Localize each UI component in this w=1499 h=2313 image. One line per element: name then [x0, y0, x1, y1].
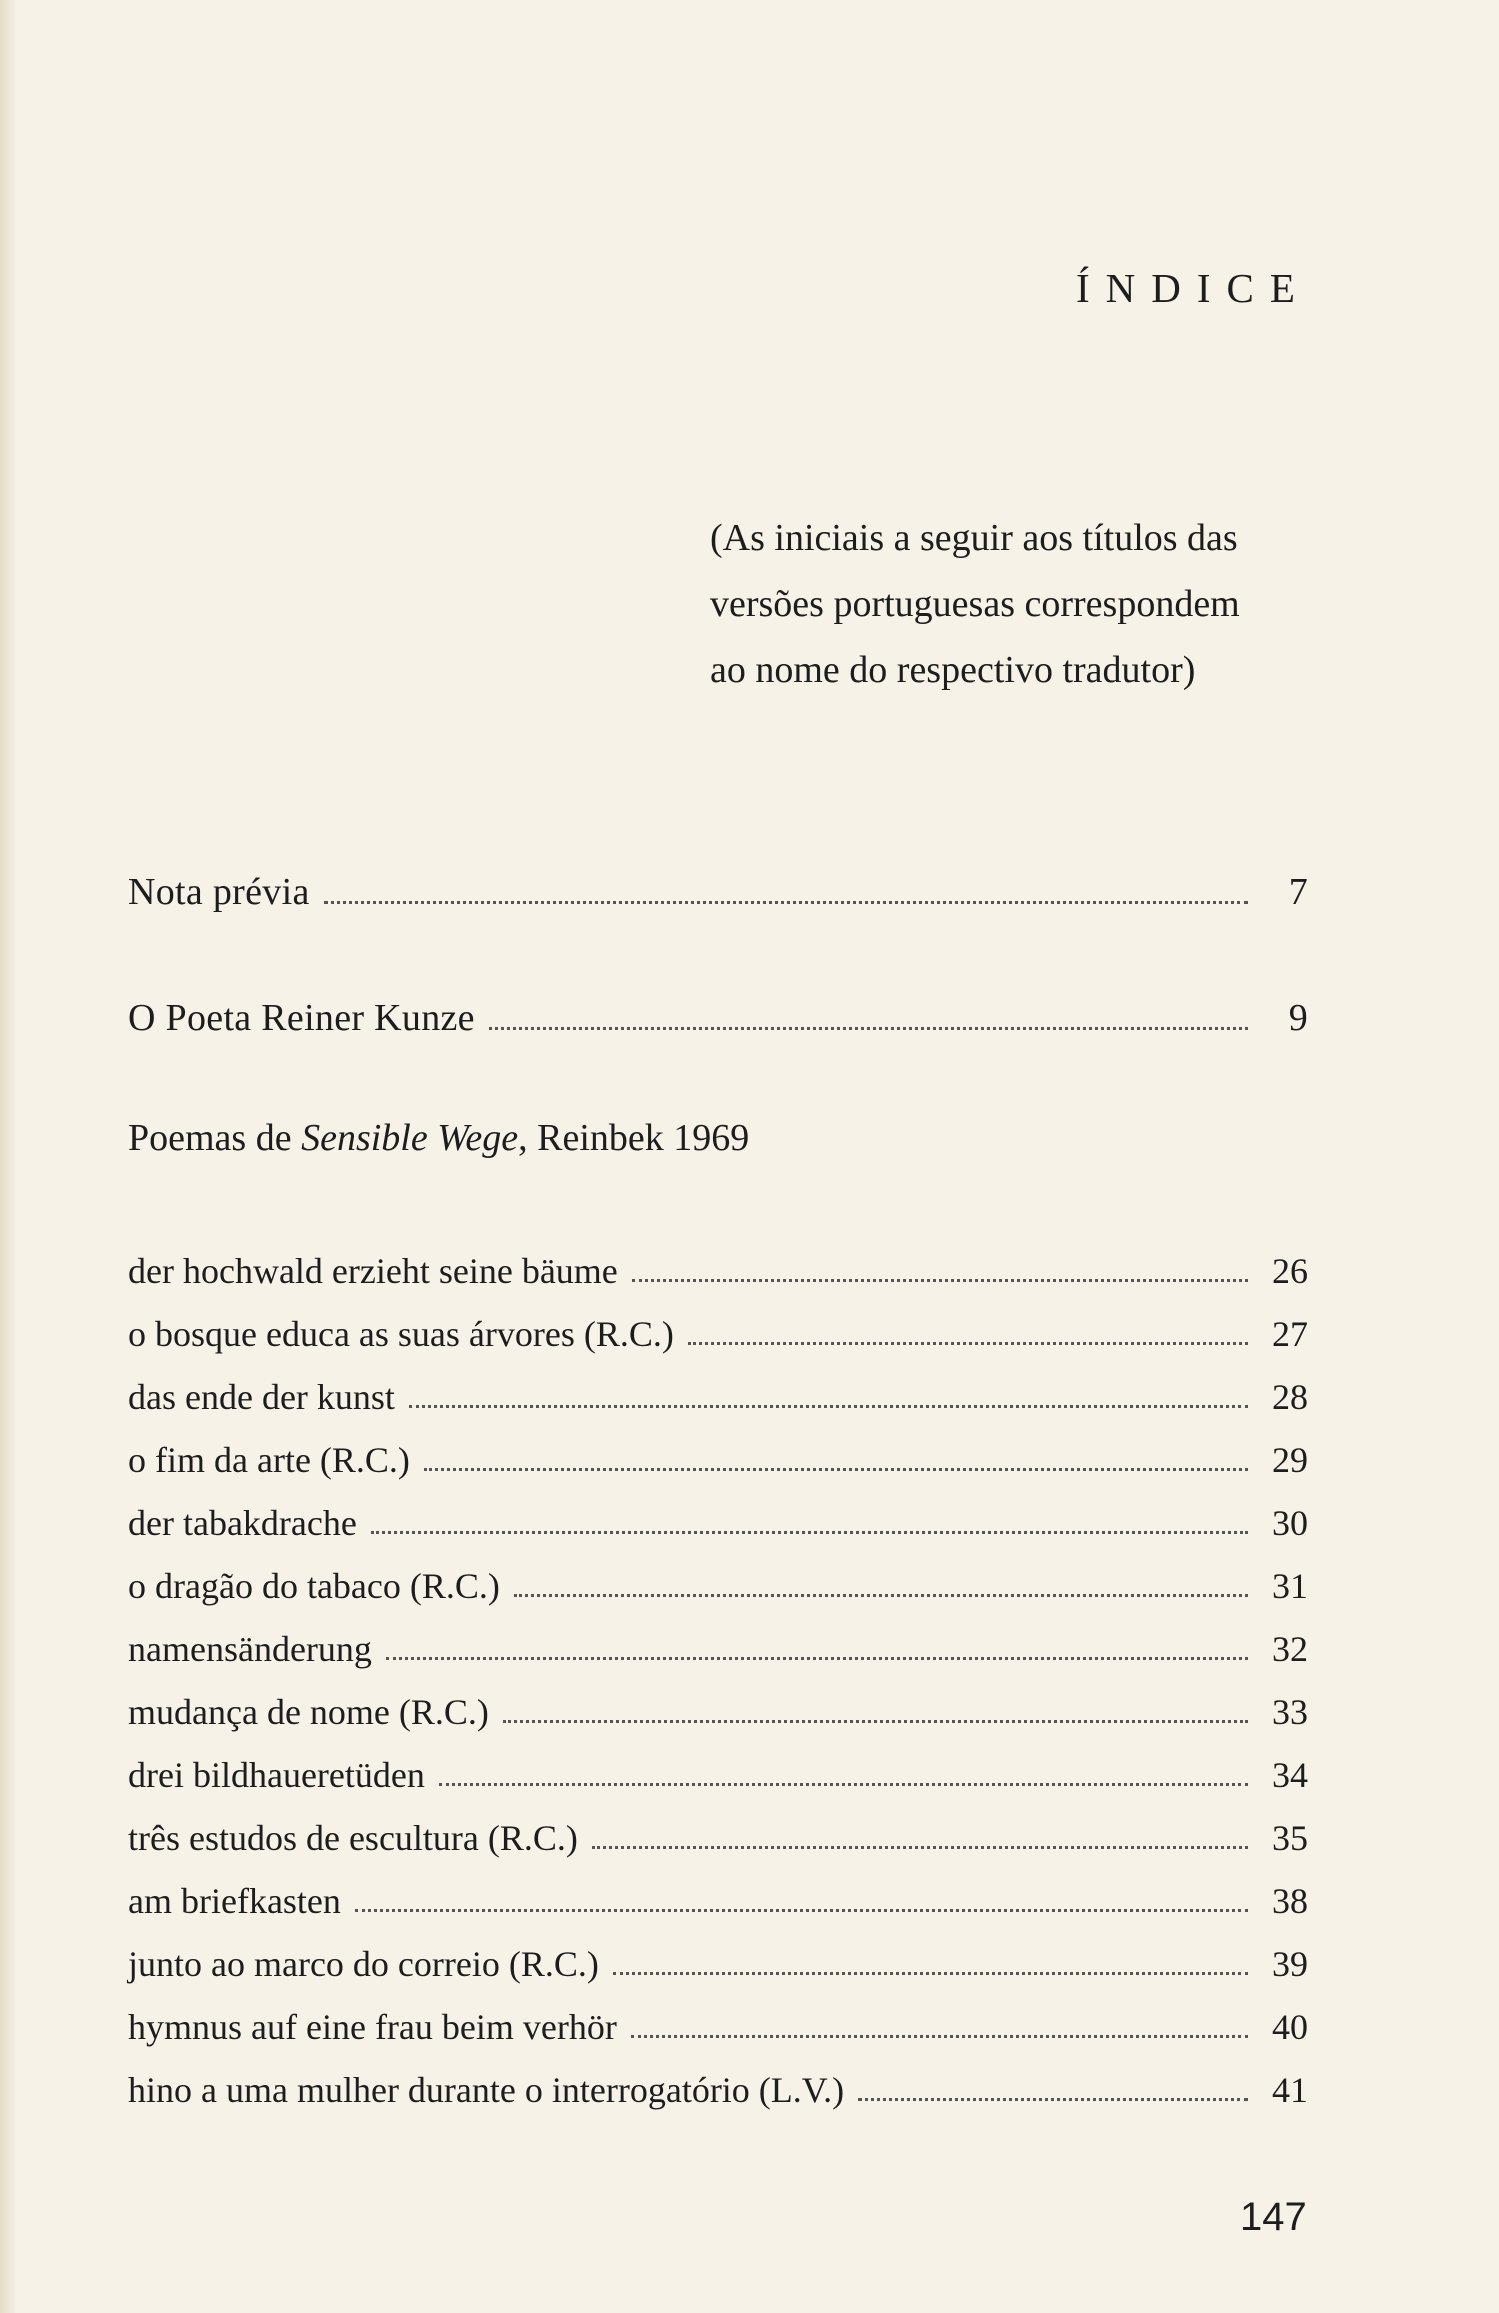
toc-entry[interactable]	[128, 1807, 1308, 1859]
toc-entry[interactable]	[128, 1618, 1308, 1670]
toc-entry-page: 40	[1272, 2007, 1308, 2047]
toc-entry-page: 34	[1272, 1755, 1308, 1795]
toc-entry-page: 26	[1272, 1251, 1308, 1291]
toc-entry-label: der hochwald erzieht seine bäume	[128, 1251, 618, 1291]
toc-entry-label: drei bildhaueretüden	[128, 1755, 425, 1795]
toc-entry-label: três estudos de escultura (R.C.)	[128, 1818, 578, 1858]
section-heading	[128, 1116, 749, 1160]
leader-dots	[489, 1027, 1248, 1030]
toc-entry-page: 32	[1272, 1629, 1308, 1669]
toc-entry[interactable]	[128, 2059, 1308, 2111]
section-heading-book-title: Sensible Wege	[301, 1117, 519, 1159]
toc-entry[interactable]	[128, 1240, 1308, 1292]
leader-dots	[858, 2098, 1248, 2101]
toc-entry-page: 7	[1288, 871, 1308, 913]
toc-entry-page: 30	[1272, 1503, 1308, 1543]
toc-entry-page: 39	[1272, 1944, 1308, 1984]
toc-entry-page: 29	[1272, 1440, 1308, 1480]
toc-entry-label: Nota prévia	[128, 871, 310, 913]
toc-entry-page: 31	[1272, 1566, 1308, 1606]
toc-entry-label: o dragão do tabaco (R.C.)	[128, 1566, 500, 1606]
toc-entry-nota-previa[interactable]	[128, 862, 1308, 914]
leader-dots	[514, 1594, 1248, 1597]
toc-entry-page: 41	[1272, 2070, 1308, 2110]
translator-note-line: (As iniciais a seguir aos títulos das	[710, 517, 1238, 559]
leader-dots	[613, 1972, 1248, 1975]
translator-note-line: versões portuguesas correspondem	[710, 583, 1240, 625]
toc-entry-page: 38	[1272, 1881, 1308, 1921]
leader-dots	[503, 1720, 1248, 1723]
toc-entry[interactable]	[128, 1366, 1308, 1418]
toc-entry[interactable]	[128, 1744, 1308, 1796]
translator-note-line: ao nome do respectivo tradutor)	[710, 649, 1196, 691]
toc-entry[interactable]	[128, 1429, 1308, 1481]
toc-entry-label: am briefkasten	[128, 1881, 341, 1921]
toc-entry-page: 27	[1272, 1314, 1308, 1354]
toc-entry[interactable]	[128, 1996, 1308, 2048]
leader-dots	[409, 1405, 1248, 1408]
toc-entry-label: namensänderung	[128, 1629, 372, 1669]
toc-entry-page: 28	[1272, 1377, 1308, 1417]
section-heading-suffix: , Reinbek 1969	[518, 1117, 750, 1159]
leader-dots	[688, 1342, 1248, 1345]
toc-entry-page: 35	[1272, 1818, 1308, 1858]
page-title: ÍNDICE	[1076, 265, 1311, 311]
toc-entry-label: der tabakdrache	[128, 1503, 357, 1543]
toc-entry-label: o bosque educa as suas árvores (R.C.)	[128, 1314, 674, 1354]
leader-dots	[324, 901, 1248, 904]
toc-entry-label: hymnus auf eine frau beim verhör	[128, 2007, 617, 2047]
toc-entry[interactable]	[128, 1555, 1308, 1607]
toc-entry[interactable]	[128, 1870, 1308, 1922]
toc-entry-page: 9	[1288, 997, 1308, 1039]
leader-dots	[424, 1468, 1248, 1471]
leader-dots	[632, 1279, 1248, 1282]
leader-dots	[631, 2035, 1248, 2038]
toc-entry-label: o fim da arte (R.C.)	[128, 1440, 410, 1480]
toc-entry[interactable]	[128, 1933, 1308, 1985]
page-edge	[0, 0, 18, 2313]
toc-entry-poeta-reiner-kunze[interactable]	[128, 988, 1308, 1040]
toc-entry-label: mudança de nome (R.C.)	[128, 1692, 489, 1732]
toc-entry[interactable]	[128, 1303, 1308, 1355]
toc-entry-label: O Poeta Reiner Kunze	[128, 997, 475, 1039]
page-number: 147	[1240, 2195, 1307, 2239]
leader-dots	[439, 1783, 1248, 1786]
leader-dots	[592, 1846, 1248, 1849]
section-heading-prefix: Poemas de	[128, 1117, 302, 1159]
toc-entry-label: hino a uma mulher durante o interrogatório (L.V.)	[128, 2070, 845, 2110]
toc-entry[interactable]	[128, 1492, 1308, 1544]
leader-dots	[386, 1657, 1248, 1660]
toc-entry-page: 33	[1272, 1692, 1308, 1732]
leader-dots	[355, 1909, 1248, 1912]
toc-entry[interactable]	[128, 1681, 1308, 1733]
translator-note	[710, 505, 1360, 703]
toc-entry-label: junto ao marco do correio (R.C.)	[128, 1944, 599, 1984]
toc-entry-label: das ende der kunst	[128, 1377, 395, 1417]
leader-dots	[371, 1531, 1248, 1534]
